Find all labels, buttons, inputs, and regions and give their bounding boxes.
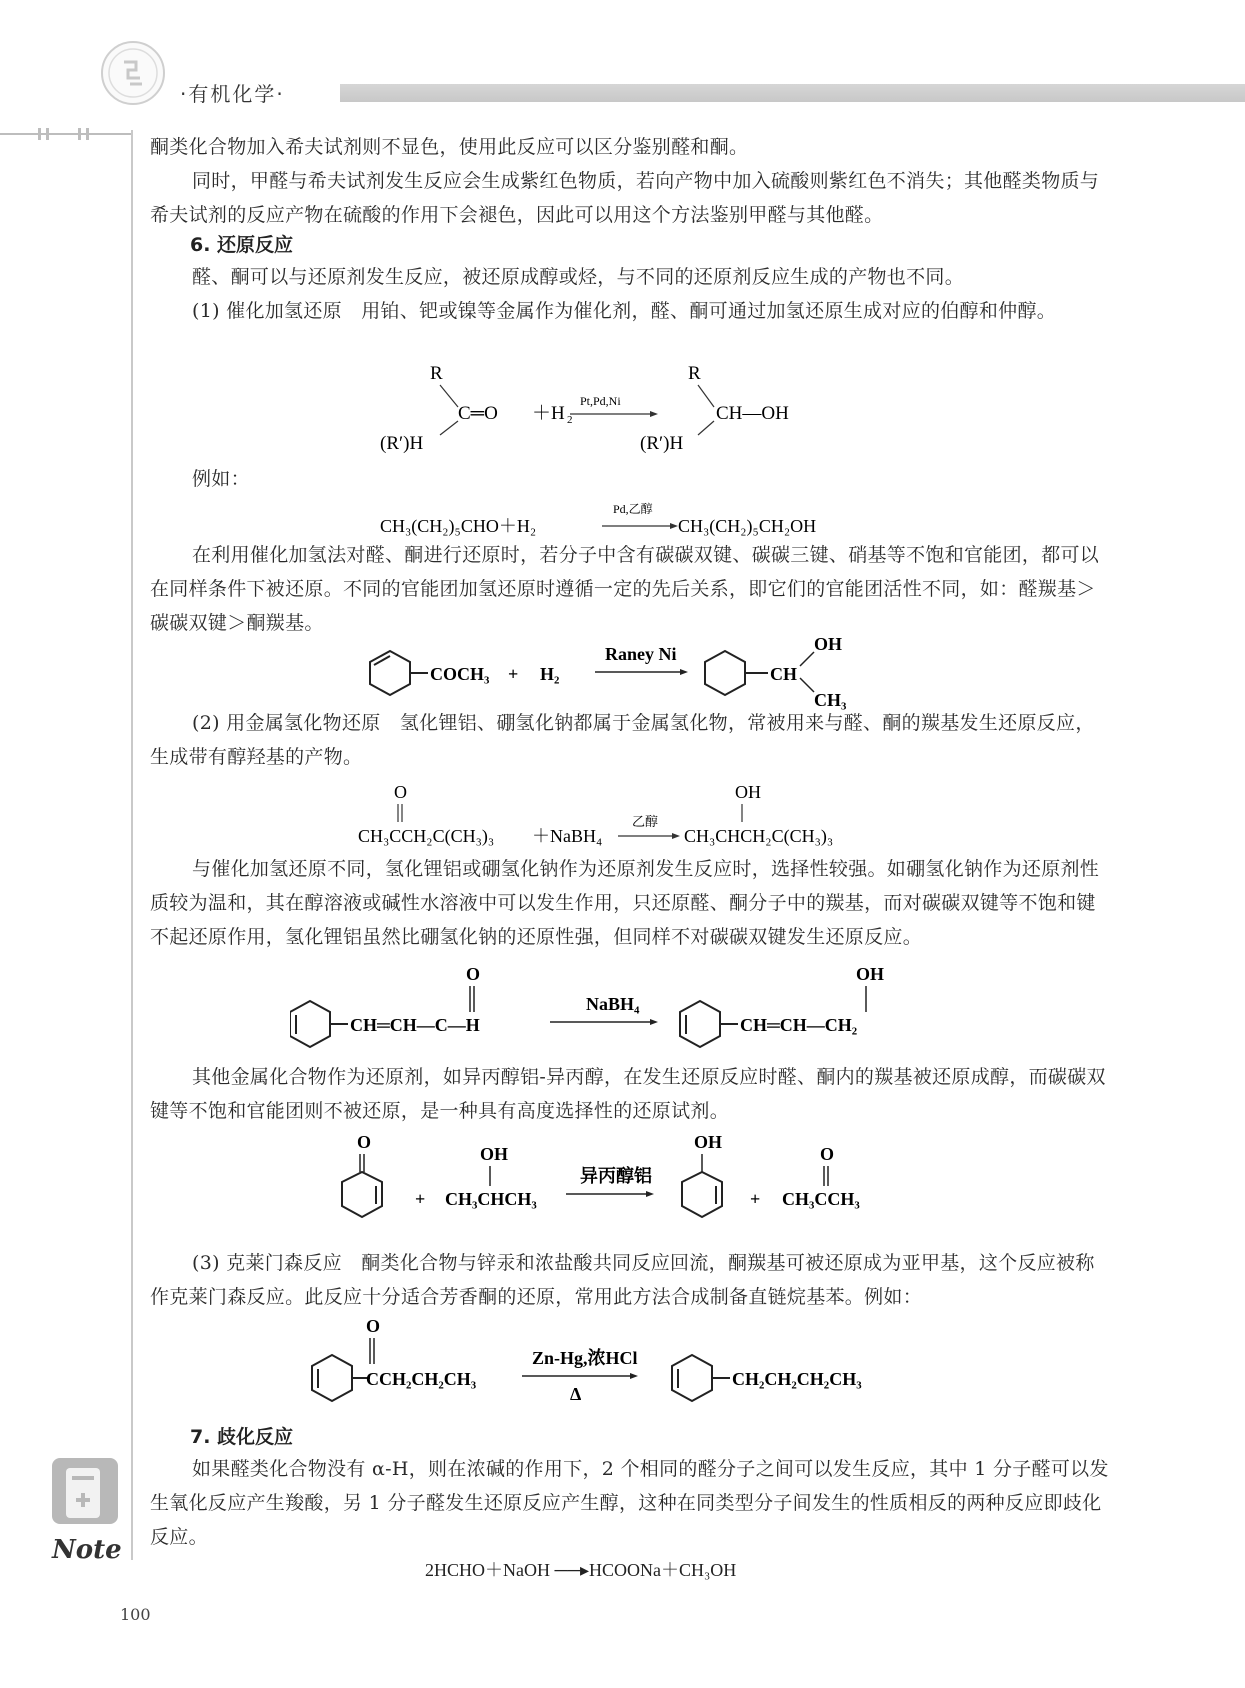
svg-text:CH═CH—C—H: CH═CH—C—H [350,1015,480,1035]
svg-text:CH₃: CH₃ [814,690,847,710]
svg-text:CH₃CHCH₃: CH₃CHCH₃ [445,1189,537,1209]
paragraph-8: 与催化加氢还原不同，氢化锂铝或硼氢化钠作为还原剂发生反应时，选择性较强。如硼氢化钠作为还原剂性质较为温和，其在醇溶液或碱性水溶液中可以发生作用，只还原醛、酮分子中的羰基，而对碳碳双键等不饱和键不起还原作用，氢化锂铝虽然比硼氢化钠的还原性强，但同样不对碳碳双键发生还原反应。 [150,858,1100,948]
svg-text:＋H: ＋H [532,403,565,424]
svg-text:CH₃(CH₂)₅CHO＋H₂: CH₃(CH₂)₅CHO＋H₂ [380,516,537,536]
equation-meerwein-ponndorf [330,1130,930,1240]
svg-text:R: R [430,363,443,384]
svg-text:O: O [357,1132,372,1152]
svg-text:乙醇: 乙醇 [632,814,659,829]
svg-text:CH═CH—CH₂: CH═CH—CH₂ [740,1015,858,1035]
svg-text:CH₃(CH₂)₅CH₂OH: CH₃(CH₂)₅CH₂OH [678,516,817,536]
paragraph-4: (1) 催化加氢还原 用铂、钯或镍等金属作为催化剂，醛、酮可通过加氢还原生成对应的伯醇和仲醇。 [192,300,1057,322]
equation-hexanal [380,500,880,540]
svg-text:OH: OH [814,634,843,654]
header-bar [340,84,1245,102]
svg-text:O: O [394,782,407,802]
svg-text:COCH₃: COCH₃ [430,664,490,684]
svg-text:Pt,Pd,Ni: Pt,Pd,Ni [580,394,621,408]
svg-text:CH₃CCH₃: CH₃CCH₃ [782,1189,860,1209]
svg-text:异丙醇铝: 异丙醇铝 [580,1166,652,1186]
svg-text:CH₃CHCH₂C(CH₃)₃: CH₃CHCH₂C(CH₃)₃ [684,826,834,846]
svg-text:O: O [366,1316,381,1336]
svg-text:OH: OH [856,964,885,984]
equation-cannizzaro: 2HCHO＋NaOH ──▸HCOONa＋CH₃OH [425,1560,737,1580]
svg-text:OH: OH [735,782,761,802]
paragraph-2: 同时，甲醛与希夫试剂发生反应会生成紫红色物质，若向产物中加入硫酸则紫红色不消失；其他醛类物质与希夫试剂的反应产物在硫酸的作用下会褪色，因此可以用这个方法鉴别甲醛与其他醛。 [150,170,1100,226]
svg-text:Zn-Hg,浓HCl: Zn-Hg,浓HCl [532,1348,638,1368]
equation-clemmensen [310,1316,930,1416]
svg-text:CH—OH: CH—OH [716,403,789,424]
svg-text:H₂: H₂ [540,664,560,684]
svg-text:CH₃CCH₂C(CH₃)₃: CH₃CCH₂C(CH₃)₃ [358,826,495,846]
side-ornament [0,126,132,140]
svg-text:C═O: C═O [458,403,498,424]
paragraph-9: 其他金属化合物作为还原剂，如异丙醇铝-异丙醇，在发生还原反应时醛、酮内的羰基被还原成醇，而碳碳双键等不饱和官能团则不被还原，是一种具有高度选择性的还原试剂。 [150,1066,1106,1122]
svg-text:2: 2 [567,414,573,426]
svg-text:O: O [466,964,481,984]
svg-text:+: + [415,1189,426,1209]
paragraph-10: (3) 克莱门森反应 酮类化合物与锌汞和浓盐酸共同反应回流，酮羰基可被还原成为亚甲基，这个反应被称作克莱门森反应。此反应十分适合芳香酮的还原，常用此方法合成制备直链烷基苯。例如： [150,1252,1095,1308]
svg-text:(R′)H: (R′)H [380,433,424,454]
paragraph-3: 醛、酮可以与还原剂发生反应，被还原成醇或烃，与不同的还原剂反应生成的产物也不同。 [192,266,965,288]
svg-text:R: R [688,363,701,384]
svg-text:(R′)H: (R′)H [640,433,684,454]
header-logo [100,40,166,106]
svg-text:CCH₂CH₂CH₃: CCH₂CH₂CH₃ [366,1369,477,1389]
equation-raney-nickel [350,632,910,712]
svg-text:Pd,乙醇: Pd,乙醇 [613,502,653,516]
paragraph-11: 如果醛类化合物没有 α-H，则在浓碱的作用下，2 个相同的醛分子之间可以发生反应，其中 1 分子醛可以发生氧化反应产生羧酸，另 1 分子醛发生还原反应产生醇，这种在同类型分子间发生的性质相反的两种反应即歧化反应。 [150,1458,1109,1548]
header-title: ·有机化学· [180,82,285,106]
svg-text:O: O [820,1144,835,1164]
svg-text:OH: OH [480,1144,509,1164]
note-icon [50,1456,120,1528]
page-number: 100 [120,1605,151,1624]
equation-catalytic-hydrogenation [380,355,830,455]
section-heading-6: 6. 还原反应 [190,234,294,256]
svg-text:Raney Ni: Raney Ni [605,644,677,664]
svg-text:+: + [508,664,519,684]
paragraph-5: 例如： [192,468,250,490]
equation-cinnamaldehyde [290,960,930,1060]
side-line [131,130,133,1560]
paragraph-7: (2) 用金属氢化物还原 氢化锂铝、硼氢化钠都属于金属氢化物，常被用来与醛、酮的羰基发生还原反应，生成带有醇羟基的产物。 [150,712,1095,768]
svg-text:CH: CH [770,664,797,684]
svg-text:Δ: Δ [570,1384,582,1404]
svg-text:+: + [750,1189,761,1209]
svg-text:OH: OH [694,1132,723,1152]
svg-text:CH₂CH₂CH₂CH₃: CH₂CH₂CH₂CH₃ [732,1369,862,1389]
svg-text:＋NaBH₄: ＋NaBH₄ [532,826,603,846]
section-heading-7: 7. 歧化反应 [190,1426,294,1448]
note-label: Note [52,1535,122,1565]
paragraph-6: 在利用催化加氢法对醛、酮进行还原时，若分子中含有碳碳双键、碳碳三键、硝基等不饱和官能团，都可以在同样条件下被还原。不同的官能团加氢还原时遵循一定的先后关系，即它们的官能团活性不同，如：醛羰基＞碳碳双键＞酮羰基。 [150,544,1100,634]
paragraph-1: 酮类化合物加入希夫试剂则不显色，使用此反应可以区分鉴别醛和酮。 [150,136,749,158]
equation-nabh4-ketone [350,778,890,850]
svg-text:NaBH₄: NaBH₄ [586,994,640,1014]
